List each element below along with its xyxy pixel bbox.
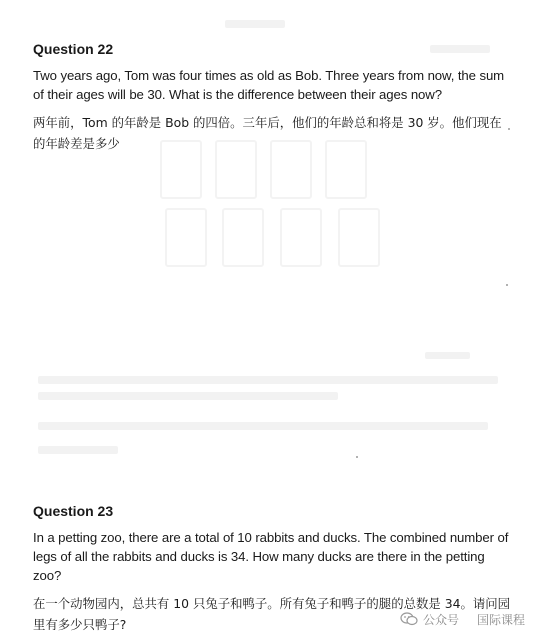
question-text-chinese: 在一个动物园内，总共有 10 只兔子和鸭子。所有兔子和鸭子的腿的总数是 34。请问园里有多少只鸭子? [33, 596, 511, 632]
wechat-icon [400, 612, 418, 626]
scan-speck [356, 456, 358, 458]
question-title: Question 23 [33, 503, 114, 519]
ghost-mark [338, 208, 380, 267]
ghost-mark [38, 376, 498, 384]
question-text-english: Two years ago, Tom was four times as old as Bob. Three years from now, the sum of their ages will be 30. What is the difference between their ages now? [33, 68, 505, 102]
ghost-mark [38, 392, 338, 400]
ghost-mark [38, 446, 118, 454]
scan-speck [506, 284, 508, 286]
ghost-mark [425, 352, 470, 359]
watermark [400, 608, 525, 630]
ghost-mark [222, 208, 264, 267]
question-text-chinese: 两年前，Tom 的年龄是 Bob 的四倍。三年后，他们的年龄总和将是 30 岁。他们现在的年龄差是多少 [33, 115, 502, 151]
watermark-channel: 公众号 [422, 612, 459, 627]
ghost-mark [225, 20, 285, 28]
ghost-mark [280, 208, 322, 267]
question-title: Question 22 [33, 41, 114, 57]
question-22 [33, 40, 511, 154]
ghost-mark [38, 422, 488, 430]
ghost-mark [165, 208, 207, 267]
question-text-english: In a petting zoo, there are a total of 10 rabbits and ducks. The combined number of legs of all the rabbits and ducks is 34. How many ducks are there in the petting zoo? [33, 530, 509, 583]
watermark-name: 国际课程 [476, 612, 525, 627]
